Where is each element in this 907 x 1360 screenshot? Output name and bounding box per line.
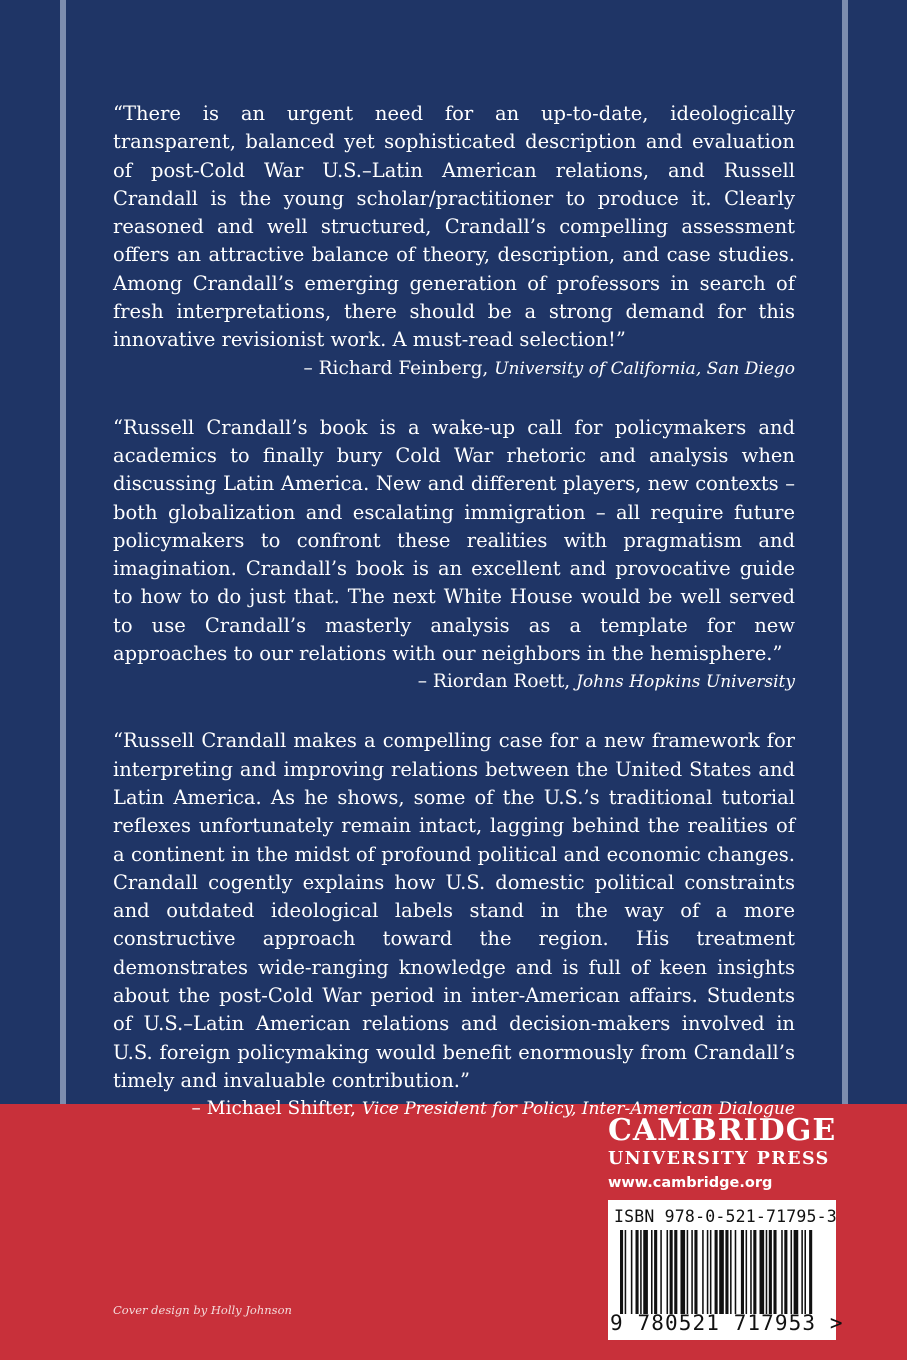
barcode-bar — [680, 1230, 685, 1314]
barcode-bar — [631, 1230, 633, 1314]
endorsements — [113, 100, 795, 1122]
barcode-bar — [735, 1230, 737, 1314]
barcode-bar — [750, 1230, 752, 1314]
quote-author: – Michael Shifter, — [191, 1098, 356, 1120]
barcode-bar — [741, 1230, 744, 1314]
quote-attribution — [113, 669, 795, 695]
barcode-bar — [620, 1230, 623, 1314]
barcode-bar — [769, 1230, 772, 1314]
barcode-bar — [687, 1230, 689, 1314]
barcode-bar — [804, 1230, 806, 1314]
barcode-bar — [766, 1230, 768, 1314]
quote-author: – Riordan Roett, — [417, 671, 571, 693]
barcode-bar — [636, 1230, 639, 1314]
barcode-bar — [691, 1230, 693, 1314]
barcode-bar — [781, 1230, 783, 1314]
publisher-name: CAMBRIDGE — [608, 1113, 837, 1148]
barcode-bar — [784, 1230, 787, 1314]
right-stripe — [842, 0, 848, 1104]
barcode-bar — [809, 1230, 812, 1314]
isbn-barcode-box — [608, 1200, 844, 1340]
barcode-bar — [674, 1230, 677, 1314]
barcode-bar — [791, 1230, 793, 1314]
barcode-bar — [643, 1230, 648, 1314]
endorsement-roett — [113, 414, 795, 696]
quote-affiliation: Johns Hopkins University — [576, 672, 795, 693]
quote-author: – Richard Feinberg, — [303, 357, 489, 379]
barcode-bar — [801, 1230, 803, 1314]
cover-credit: Cover design by Holly Johnson — [113, 1303, 292, 1317]
barcode-bar — [640, 1230, 642, 1314]
barcode-bar — [773, 1230, 776, 1314]
barcode-bar — [625, 1230, 627, 1314]
barcode-bar — [710, 1230, 712, 1314]
barcode-bar — [753, 1230, 756, 1314]
quote-affiliation: University of California, San Diego — [494, 358, 795, 379]
barcode-bar — [746, 1230, 748, 1314]
left-stripe — [60, 0, 66, 1104]
quote-text: “There is an urgent need for an up-to-date, ideologically transparent, balanced yet sophisticated description and evaluation of post-Cold War U.S.–Latin American relations, and Russell Crandall is the young scholar/practitioner to produce it. Clearly reasoned and well structured, Crandall’s compelling assessment offers an attractive balance of theory, description, and case studies. Among Crandall’s emerging generation of professors in search of fresh interpretations, there should be a strong demand for this innovative revisionist work. A must-read selection!” — [113, 102, 795, 352]
barcode-bar — [725, 1230, 728, 1314]
barcode-bar — [660, 1230, 662, 1314]
publisher-subtitle: UNIVERSITY PRESS — [608, 1149, 830, 1169]
quote-attribution — [113, 356, 795, 382]
barcode-bar — [760, 1230, 765, 1314]
barcode-bar — [794, 1230, 799, 1314]
barcode-bar — [694, 1230, 697, 1314]
barcode — [608, 1230, 836, 1314]
quote-text: “Russell Crandall makes a compelling case for a new framework for interpreting and improving relations between the United States and Latin America. As he shows, some of the U.S.’s traditional tutorial reflexes unfortunately remain intact, lagging behind the realities of a continent in the midst of profound political and economic changes. Crandall cogently explains how U.S. domestic political constraints and outdated ideological labels stand in the way of a more constructive approach toward the region. His treatment demonstrates wide-ranging knowledge and is full of keen insights about the post-Cold War period in inter-American affairs. Students of U.S.–Latin American relations and decision-makers involved in U.S. foreign policymaking would benefit enormously from Crandall’s timely and invaluable contribution.” — [113, 729, 795, 1092]
barcode-digits: 9 780521 717953 > — [610, 1311, 844, 1335]
barcode-bar — [702, 1230, 704, 1314]
barcode-bar — [719, 1230, 724, 1314]
barcode-bar — [654, 1230, 657, 1314]
endorsement-shifter — [113, 727, 795, 1122]
barcode-bar — [707, 1230, 709, 1314]
endorsement-feinberg — [113, 100, 795, 382]
quote-affiliation: Vice President for Policy, Inter-American Dialogue — [361, 1099, 795, 1120]
barcode-bar — [651, 1230, 653, 1314]
barcode-bar — [667, 1230, 669, 1314]
publisher-logo — [608, 1114, 838, 1194]
barcode-bar — [670, 1230, 673, 1314]
barcode-bar — [715, 1230, 718, 1314]
isbn-label: ISBN 978-0-521-71795-3 — [614, 1207, 837, 1226]
publisher-url: www.cambridge.org — [608, 1175, 773, 1191]
quote-text: “Russell Crandall’s book is a wake-up call for policymakers and academics to finally bury Cold War rhetoric and analysis when discussing Latin America. New and different players, new contexts – both globalization and escalating immigration – all require future policymakers to confront these realities with pragmatism and imagination. Crandall’s book is an excellent and provocative guide to how to do just that. The next White House would be well served to use Crandall’s masterly analysis as a template for new approaches to our relations with our neighbors in the hemisphere.” — [113, 415, 795, 666]
barcode-bar — [730, 1230, 732, 1314]
